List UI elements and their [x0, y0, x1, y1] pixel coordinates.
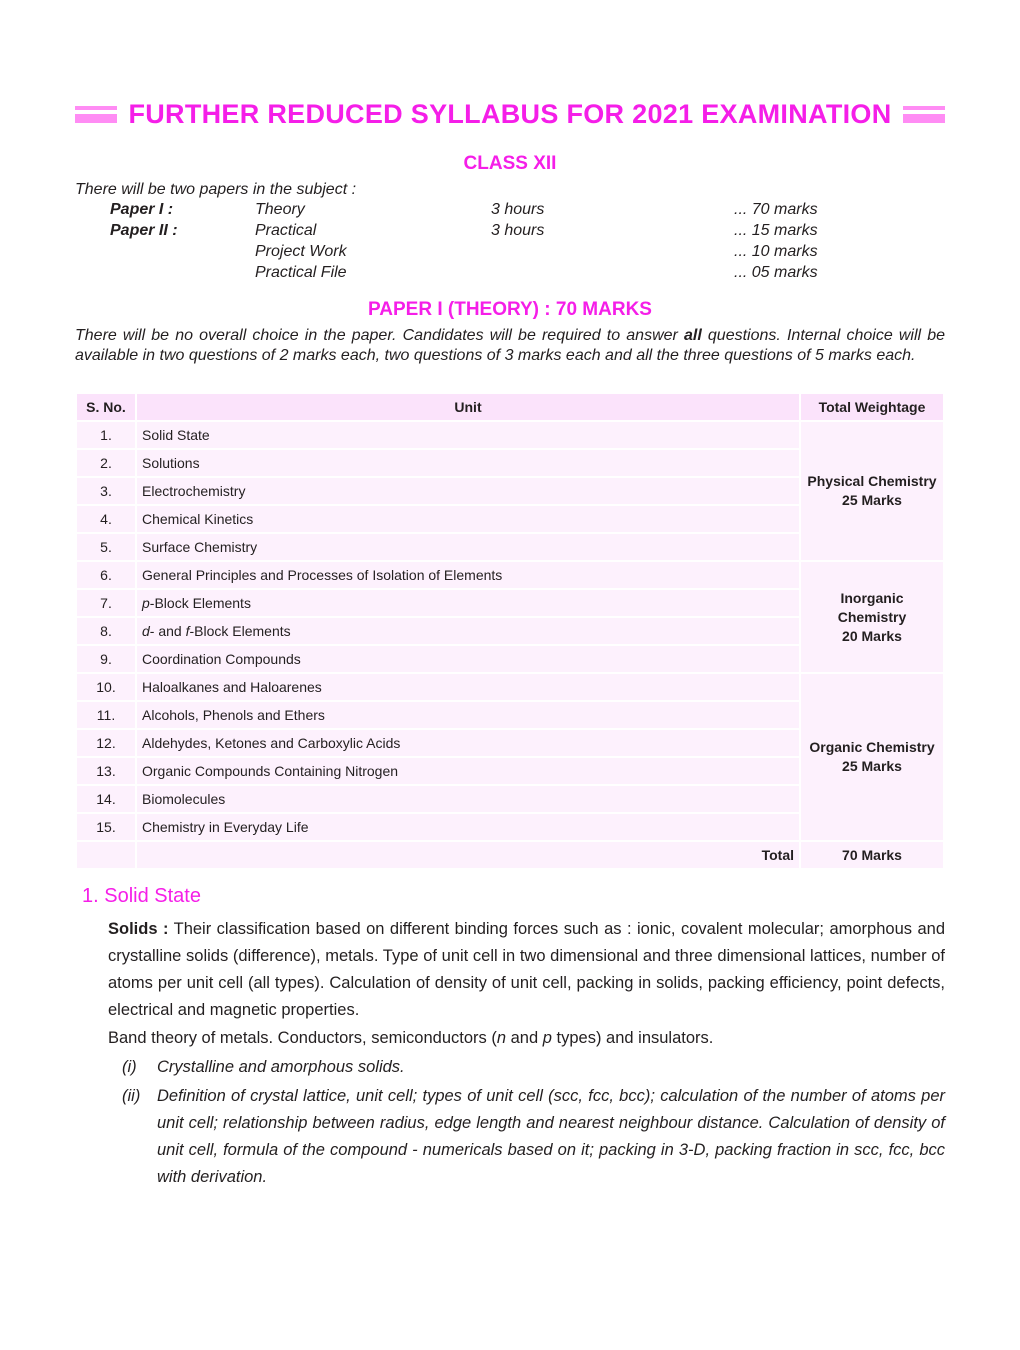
text: -Block Elements: [149, 595, 251, 611]
text: questions. Internal choice will be available in two questions of 2 marks each, two questions of 3 marks each and all the three questions of 5 marks each.: [75, 327, 945, 364]
unit-name: [137, 702, 799, 728]
unit-name: [137, 646, 799, 672]
text: Biomolecules: [142, 791, 226, 807]
paper-marks: ... 05 marks: [734, 264, 818, 281]
row-number: 11.: [77, 702, 135, 728]
unit-name: [137, 478, 799, 504]
row-number: 7.: [77, 590, 135, 616]
text: Solutions: [142, 455, 200, 471]
text: p: [142, 595, 150, 611]
text: -Block Elements: [189, 623, 291, 639]
row-number: 12.: [77, 730, 135, 756]
unit-name: [137, 618, 799, 644]
row-number: 2.: [77, 450, 135, 476]
text: There will be no overall choice in the paper. Candidates will be required to answer: [75, 327, 684, 344]
paper-name: Practical: [255, 222, 317, 239]
text: Aldehydes, Ketones and Carboxylic Acids: [142, 735, 401, 751]
row-number: 13.: [77, 758, 135, 784]
text: Coordination Compounds: [142, 651, 301, 667]
text: Solid State: [142, 427, 210, 443]
unit-name: [137, 450, 799, 476]
text: d: [142, 623, 150, 639]
row-number: 15.: [77, 814, 135, 840]
text: Chemical Kinetics: [142, 511, 254, 527]
paper-marks: ... 10 marks: [734, 243, 818, 260]
text: Band theory of metals. Conductors, semiconductors (: [108, 1029, 497, 1047]
paper-time: 3 hours: [491, 201, 545, 218]
text: General Principles and Processes of Isolation of Elements: [142, 567, 503, 583]
text: Alcohols, Phenols and Ethers: [142, 707, 325, 723]
emphasis: all: [683, 327, 702, 344]
total-value: 70 Marks: [801, 842, 943, 868]
group-weightage: [801, 422, 943, 560]
unit-name: [137, 590, 799, 616]
item-text: Crystalline and amorphous solids.: [157, 1058, 405, 1076]
text: Chemistry in Everyday Life: [142, 819, 309, 835]
paper-name: Theory: [255, 201, 305, 218]
row-number: 6.: [77, 562, 135, 588]
header-weightage: Total Weightage: [801, 394, 943, 420]
total-label: Total: [137, 842, 799, 868]
group-weightage: [801, 562, 943, 672]
table-row: [77, 562, 943, 588]
unit-name: [137, 534, 799, 560]
group-marks: 25 Marks: [842, 758, 902, 774]
paper-marks: ... 15 marks: [734, 222, 818, 239]
row-number: 4.: [77, 506, 135, 532]
paper-time: 3 hours: [491, 222, 545, 239]
solids-label: Solids :: [108, 920, 169, 938]
header-sno: S. No.: [77, 394, 135, 420]
item-text: Definition of crystal lattice, unit cell; types of unit cell (scc, fcc, bcc); calculation of the number of atoms per unit cell; relationship between radius, edge length and nearest neighbour distance. Calculation of density of unit cell, formula of the compound - numericals based on it; packing in 3-D, packing fraction in scc, fcc, bcc with derivation.: [157, 1087, 945, 1186]
band-theory-paragraph: [108, 1025, 945, 1052]
text: Electrochemistry: [142, 483, 246, 499]
group-name: Organic Chemistry: [809, 739, 935, 755]
paper-paper: Paper I :: [110, 201, 174, 218]
unit-name: [137, 758, 799, 784]
table-row: [77, 674, 943, 700]
text: Surface Chemistry: [142, 539, 258, 555]
text: - and: [149, 623, 186, 639]
solids-paragraph: [108, 916, 945, 1024]
row-number: 9.: [77, 646, 135, 672]
unit-name: [137, 562, 799, 588]
row-number: 14.: [77, 786, 135, 812]
unit-name: [137, 786, 799, 812]
paper-name: Practical File: [255, 264, 347, 281]
unit-name: [137, 674, 799, 700]
class-heading: CLASS XII: [463, 153, 557, 174]
paper1-heading: PAPER I (THEORY) : 70 MARKS: [368, 299, 652, 320]
text: n: [496, 1029, 507, 1047]
text: types) and insulators.: [551, 1029, 714, 1047]
unit-name: [137, 814, 799, 840]
section-heading: 1. Solid State: [82, 885, 201, 907]
row-number: 10.: [77, 674, 135, 700]
page-title: FURTHER REDUCED SYLLABUS FOR 2021 EXAMINATION: [128, 99, 892, 129]
unit-name: [137, 506, 799, 532]
total-row: [77, 842, 943, 868]
item-number: (ii): [122, 1087, 141, 1105]
text: f: [185, 623, 190, 639]
text: Their classification based on different binding forces such as : ionic, covalent molecular; amorphous and crystalline solids (difference), metals. Type of unit cell in two dimensional and three dimensional lattices, number of atoms per unit cell (all types). Calculation of density of unit cell, packing in solids, packing efficiency, point defects, electrical and magnetic properties.: [108, 920, 945, 1019]
text: Haloalkanes and Haloarenes: [142, 679, 322, 695]
table-row: [77, 422, 943, 448]
intro-text: There will be two papers in the subject :: [75, 181, 357, 198]
group-weightage: [801, 674, 943, 840]
row-number: 1.: [77, 422, 135, 448]
row-number: 8.: [77, 618, 135, 644]
text: Organic Compounds Containing Nitrogen: [142, 763, 399, 779]
unit-name: [137, 422, 799, 448]
paper-paper: Paper II :: [110, 222, 178, 239]
unit-name: [137, 730, 799, 756]
item-number: (i): [122, 1058, 137, 1076]
group-marks: 25 Marks: [842, 492, 902, 508]
choice-paragraph: [75, 326, 945, 366]
empty-cell: [77, 842, 135, 868]
text: p: [542, 1029, 552, 1047]
group-name: Inorganic Chemistry: [837, 589, 907, 625]
paper-marks: ... 70 marks: [734, 201, 818, 218]
row-number: 3.: [77, 478, 135, 504]
group-name: Physical Chemistry: [807, 473, 937, 489]
group-marks: 20 Marks: [842, 627, 902, 644]
header-unit: Unit: [137, 394, 799, 420]
weightage-table: [75, 392, 945, 870]
text: and: [506, 1029, 543, 1047]
paper-name: Project Work: [255, 243, 347, 260]
row-number: 5.: [77, 534, 135, 560]
